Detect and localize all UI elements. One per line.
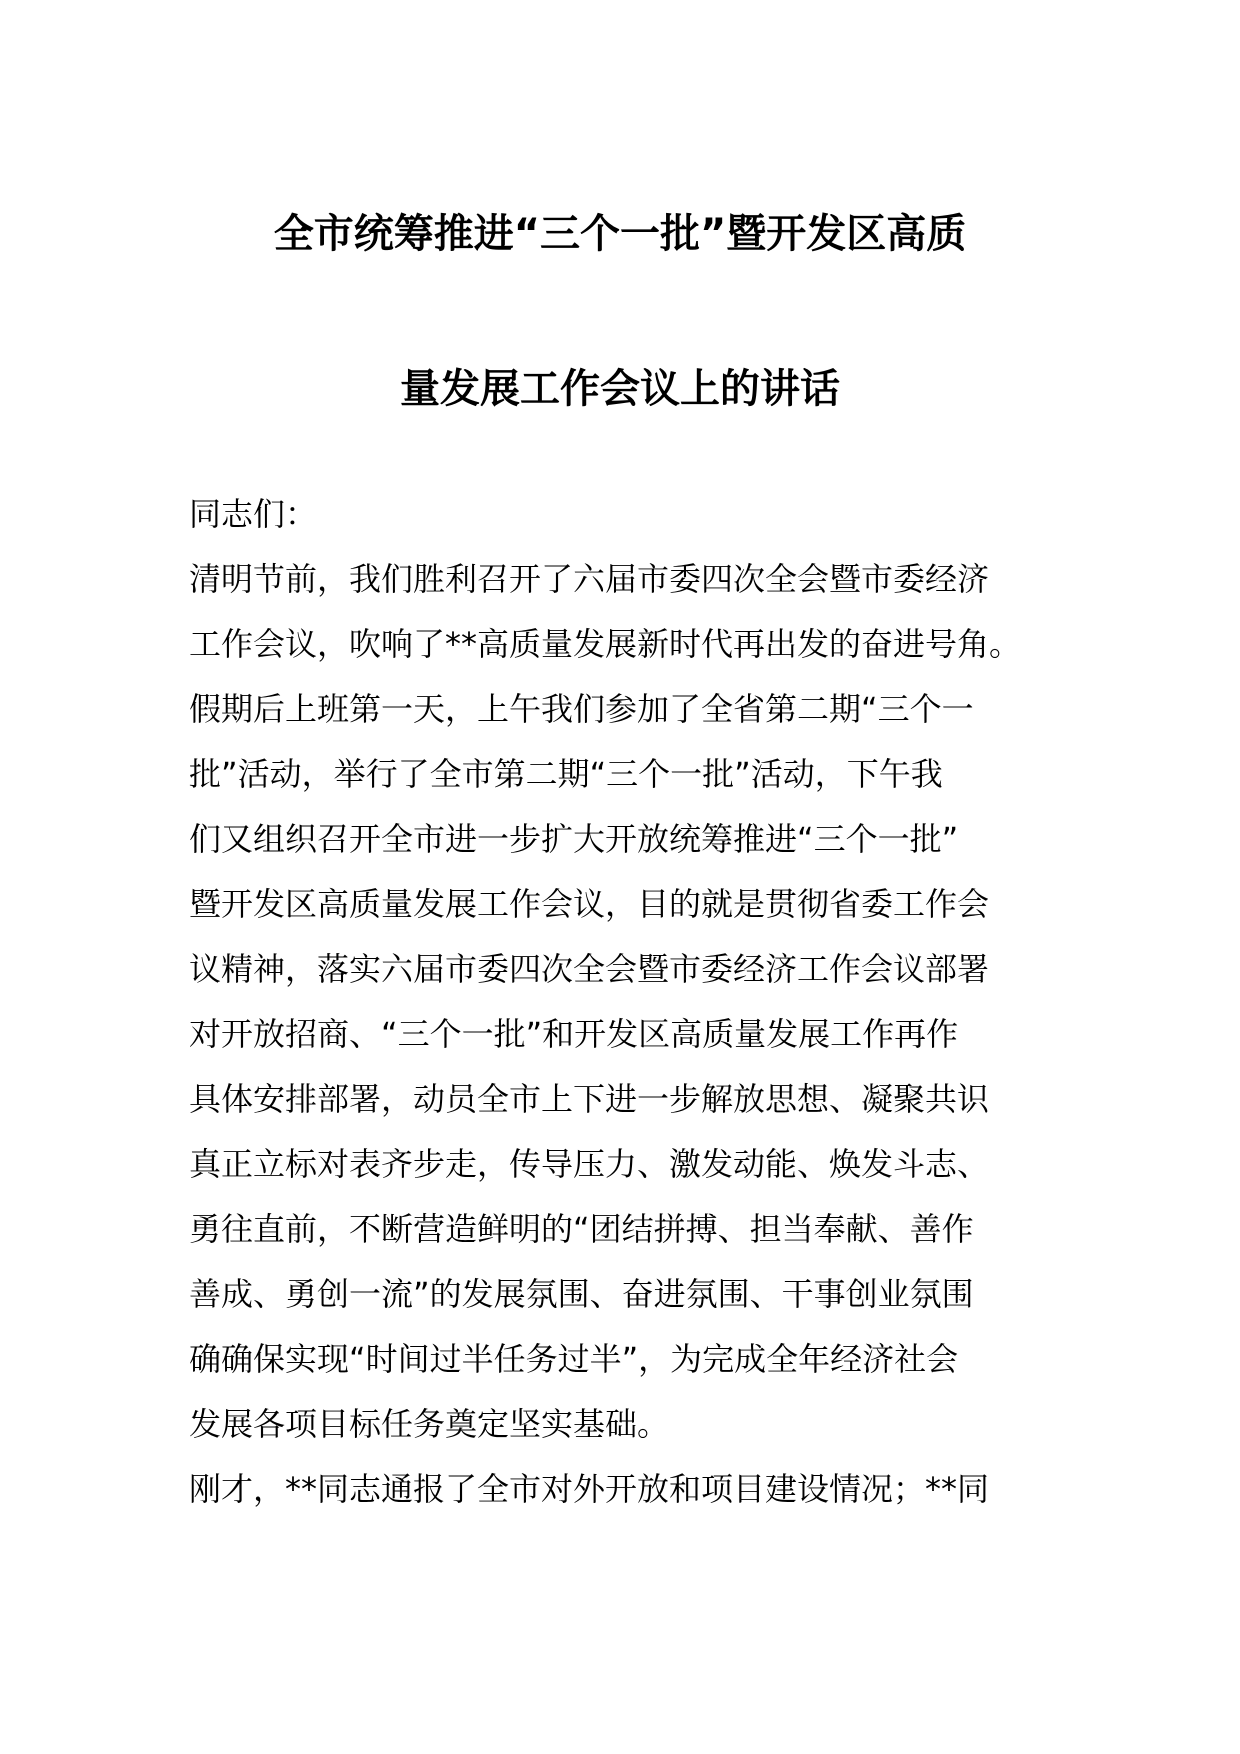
body-line: 对开放招商、“三个一批”和开发区高质量发展工作再作 xyxy=(189,1015,959,1053)
salutation: 同志们： xyxy=(189,495,318,533)
body-line: 善成、勇创一流”的发展氛围、奋进氛围、干事创业氛围 xyxy=(189,1275,974,1313)
body-line: 发展各项目标任务奠定坚实基础。 xyxy=(189,1405,670,1443)
document-title-line-1: 全市统筹推进“三个一批”暨开发区高质 xyxy=(273,211,967,257)
body-line: 清明节前，我们胜利召开了六届市委四次全会暨市委经济 xyxy=(189,560,990,598)
body-line: 议精神，落实六届市委四次全会暨市委经济工作会议部署 xyxy=(189,950,990,988)
document-title-line-2: 量发展工作会议上的讲话 xyxy=(400,366,840,412)
document-body xyxy=(189,482,1069,1522)
body-line: 假期后上班第一天，上午我们参加了全省第二期“三个一 xyxy=(189,690,974,728)
body-line: 批”活动，举行了全市第二期“三个一批”活动，下午我 xyxy=(189,755,943,793)
body-line: 确确保实现“时间过半任务过半”，为完成全年经济社会 xyxy=(189,1340,959,1378)
body-line: 工作会议，吹响了**高质量发展新时代再出发的奋进号角。 xyxy=(189,625,1022,663)
body-line: 勇往直前，不断营造鲜明的“团结拼搏、担当奉献、善作 xyxy=(189,1210,974,1248)
body-line: 暨开发区高质量发展工作会议，目的就是贯彻省委工作会 xyxy=(189,885,990,923)
body-line: 具体安排部署，动员全市上下进一步解放思想、凝聚共识 xyxy=(189,1080,990,1118)
body-line: 真正立标对表齐步走，传导压力、激发动能、焕发斗志、 xyxy=(189,1145,990,1183)
body-line: 们又组织召开全市进一步扩大开放统筹推进“三个一批” xyxy=(189,820,959,858)
body-line: 刚才，**同志通报了全市对外开放和项目建设情况；**同 xyxy=(189,1470,990,1508)
